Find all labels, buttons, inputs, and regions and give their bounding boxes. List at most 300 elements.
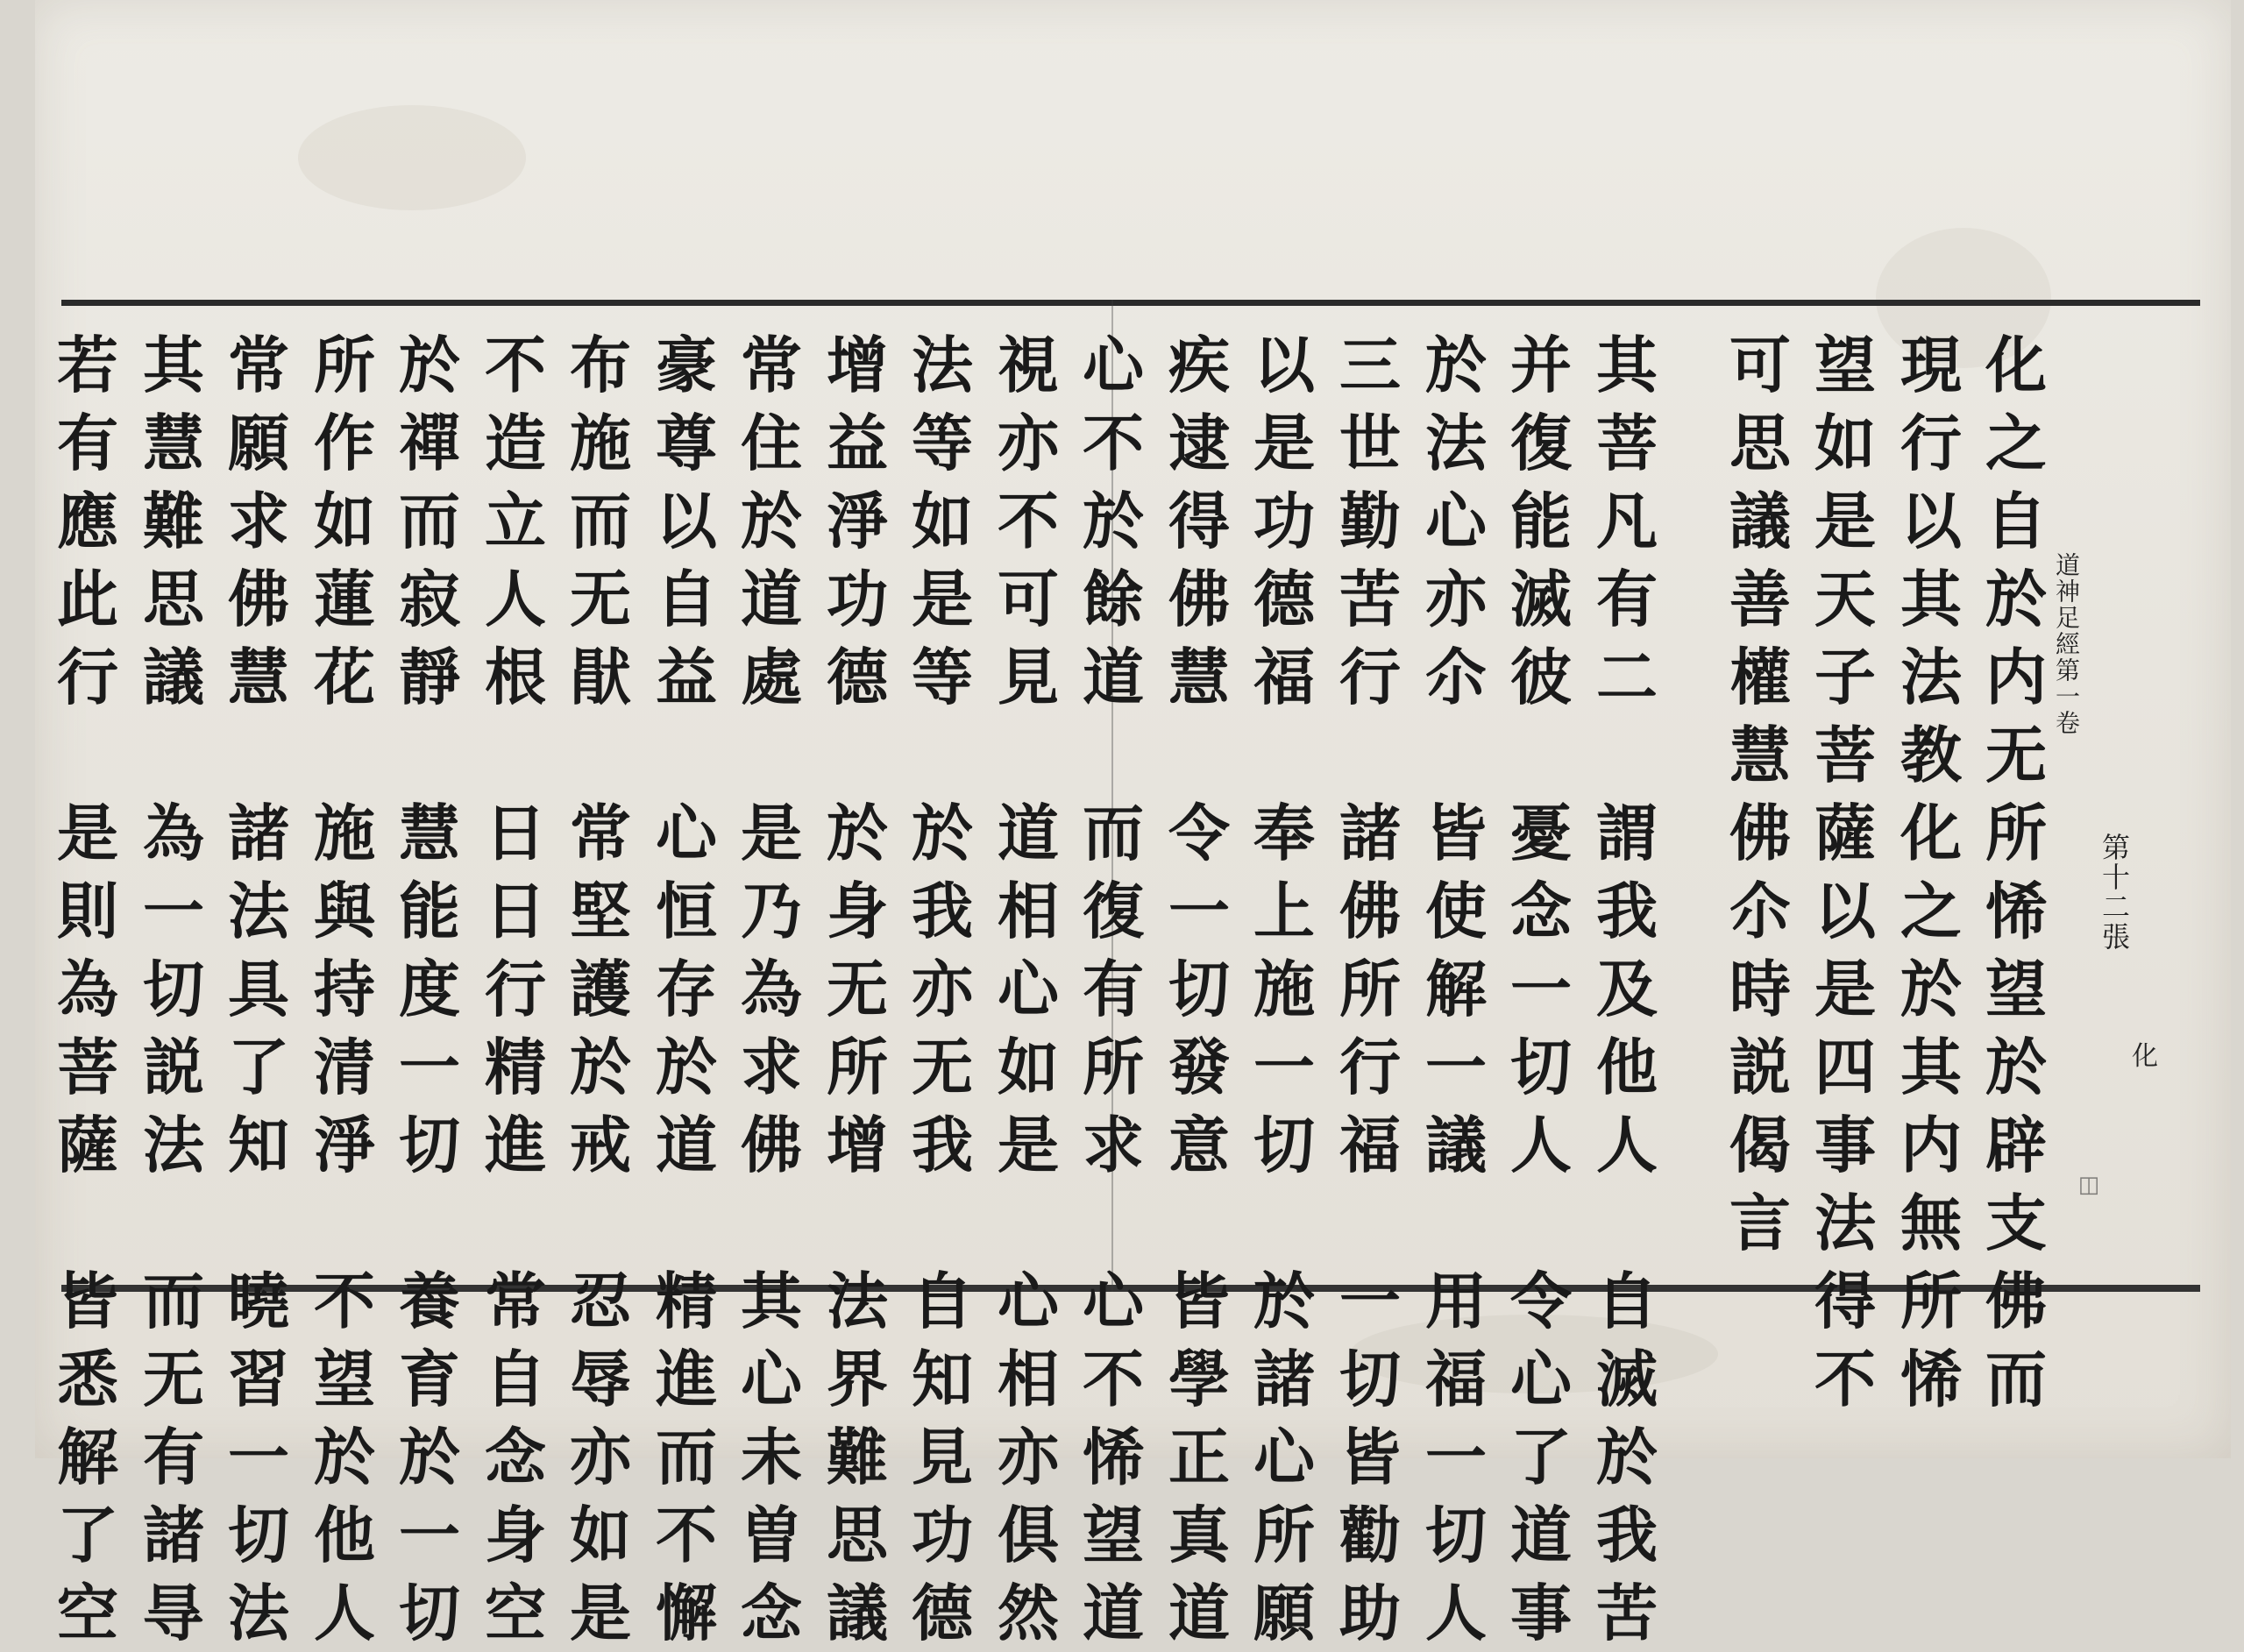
- glyph: 日: [485, 797, 546, 869]
- glyph: 切: [143, 953, 204, 1025]
- glyph: [676, 716, 697, 794]
- glyph: [1274, 716, 1295, 794]
- glyph: 憂: [1510, 797, 1572, 869]
- glyph: 益: [827, 407, 888, 479]
- glyph: 一: [1253, 1031, 1315, 1103]
- glyph: 未: [741, 1421, 802, 1493]
- glyph: 於: [1425, 329, 1487, 401]
- glyph: 於: [570, 1031, 631, 1103]
- text-column: [1328, 326, 1412, 1652]
- glyph: 德: [1253, 563, 1315, 635]
- glyph: 人: [1596, 1109, 1658, 1181]
- glyph: 滅: [1510, 563, 1572, 635]
- text-column: [1974, 326, 2058, 1418]
- glyph: 法: [827, 1265, 888, 1337]
- glyph: 若: [57, 329, 118, 401]
- text-column: [558, 326, 643, 1652]
- glyph: 造: [485, 407, 546, 479]
- glyph: 切: [228, 1499, 289, 1571]
- glyph: 所: [1985, 797, 2047, 869]
- glyph: 身: [827, 875, 888, 947]
- glyph: 能: [399, 875, 460, 947]
- glyph: 助: [1339, 1577, 1401, 1649]
- glyph: 是: [57, 797, 118, 869]
- glyph: 於: [656, 1031, 717, 1103]
- glyph: 一: [1168, 875, 1230, 947]
- glyph: 教: [1900, 719, 1962, 791]
- glyph: 禪: [399, 407, 460, 479]
- glyph: 議: [827, 1577, 888, 1649]
- glyph: 无: [1985, 719, 2047, 791]
- glyph: 有: [1083, 953, 1144, 1025]
- glyph: [761, 1184, 782, 1262]
- glyph: 知: [912, 1343, 973, 1415]
- glyph: 於: [741, 485, 802, 557]
- glyph: 皆: [57, 1265, 118, 1337]
- glyph: 一: [1425, 1421, 1487, 1493]
- glyph: 忍: [570, 1265, 631, 1337]
- glyph: 无: [827, 953, 888, 1025]
- glyph: 及: [1596, 953, 1658, 1025]
- glyph: 薩: [57, 1109, 118, 1181]
- glyph: [1616, 716, 1637, 794]
- glyph: 亦: [570, 1421, 631, 1493]
- glyph: 為: [57, 953, 118, 1025]
- glyph: 慧: [399, 797, 460, 869]
- glyph: 增: [827, 329, 888, 401]
- glyph: 得: [1814, 1265, 1876, 1337]
- glyph: 并: [1510, 329, 1572, 401]
- glyph: 精: [656, 1265, 717, 1337]
- glyph: [847, 716, 868, 794]
- glyph: 度: [399, 953, 460, 1025]
- glyph: 人: [314, 1577, 375, 1649]
- glyph: 根: [485, 641, 546, 713]
- glyph: 視: [998, 329, 1059, 401]
- glyph: 常: [485, 1265, 546, 1337]
- glyph: [1445, 1184, 1466, 1262]
- glyph: 念: [741, 1577, 802, 1649]
- text-column: [473, 326, 557, 1652]
- glyph: 勸: [1339, 1499, 1401, 1571]
- glyph: 等: [912, 407, 973, 479]
- glyph: [163, 1184, 184, 1262]
- text-column: [644, 326, 728, 1652]
- glyph: 慧: [143, 407, 204, 479]
- glyph: 皆: [1339, 1421, 1401, 1493]
- glyph: 為: [741, 953, 802, 1025]
- glyph: 正: [1168, 1421, 1230, 1493]
- glyph: 曽: [741, 1499, 802, 1571]
- glyph: 望: [1985, 953, 2047, 1025]
- glyph: [761, 716, 782, 794]
- glyph: [163, 716, 184, 794]
- seal-mark: ◫: [2077, 1172, 2100, 1198]
- glyph: 而: [1083, 797, 1144, 869]
- glyph: 增: [827, 1109, 888, 1181]
- glyph: 我: [1596, 1499, 1658, 1571]
- glyph: 自: [656, 563, 717, 635]
- glyph: [1103, 716, 1124, 794]
- glyph: 德: [827, 641, 888, 713]
- glyph: 凡: [1596, 485, 1658, 557]
- glyph: 解: [1425, 953, 1487, 1025]
- glyph: 於: [399, 329, 460, 401]
- glyph: 苦: [1339, 563, 1401, 635]
- glyph: 二: [1596, 641, 1658, 713]
- text-column: [131, 326, 216, 1652]
- glyph: 不: [1083, 407, 1144, 479]
- glyph: 見: [912, 1421, 973, 1493]
- glyph: 望: [314, 1343, 375, 1415]
- glyph: 説: [143, 1031, 204, 1103]
- glyph: 菩: [1814, 719, 1876, 791]
- glyph: 三: [1339, 329, 1401, 401]
- glyph: 戒: [570, 1109, 631, 1181]
- glyph: 了: [228, 1031, 289, 1103]
- glyph: [419, 716, 440, 794]
- glyph: 心: [998, 953, 1059, 1025]
- glyph: 乃: [741, 875, 802, 947]
- glyph: 自: [912, 1265, 973, 1337]
- glyph: 他: [314, 1499, 375, 1571]
- glyph: 行: [1900, 407, 1962, 479]
- glyph: 於: [1985, 1031, 2047, 1103]
- glyph: 是: [741, 797, 802, 869]
- glyph: 處: [741, 641, 802, 713]
- glyph: 心: [1083, 1265, 1144, 1337]
- glyph: 則: [57, 875, 118, 947]
- glyph: 豪: [656, 329, 717, 401]
- glyph: 所: [1083, 1031, 1144, 1103]
- glyph: 應: [57, 485, 118, 557]
- glyph: 之: [1900, 875, 1962, 947]
- glyph: 了: [1510, 1421, 1572, 1493]
- glyph: [505, 716, 526, 794]
- glyph: 使: [1425, 875, 1487, 947]
- glyph: 而: [399, 485, 460, 557]
- glyph: 無: [1900, 1187, 1962, 1259]
- glyph: 奉: [1253, 797, 1315, 869]
- glyph: 福: [1425, 1343, 1487, 1415]
- glyph: 切: [1425, 1499, 1487, 1571]
- text-column: [1803, 326, 1887, 1418]
- text-column: [46, 326, 130, 1652]
- text-column: [900, 326, 984, 1652]
- glyph: 於: [1083, 485, 1144, 557]
- glyph: 住: [741, 407, 802, 479]
- glyph: 説: [1729, 1031, 1791, 1103]
- glyph: 以: [1814, 875, 1876, 947]
- glyph: 能: [1510, 485, 1572, 557]
- glyph: 精: [485, 1031, 546, 1103]
- glyph: 化: [1900, 797, 1962, 869]
- glyph: 亦: [998, 407, 1059, 479]
- glyph: [1189, 716, 1210, 794]
- glyph: 相: [998, 875, 1059, 947]
- glyph: 心: [1083, 329, 1144, 401]
- glyph: 所: [314, 329, 375, 401]
- glyph: 議: [143, 641, 204, 713]
- glyph: 蓮: [314, 563, 375, 635]
- glyph: 如: [314, 485, 375, 557]
- glyph: 真: [1168, 1499, 1230, 1571]
- glyph: 復: [1510, 407, 1572, 479]
- glyph: 求: [741, 1031, 802, 1103]
- glyph: 思: [1729, 407, 1791, 479]
- text-column: [1157, 326, 1241, 1652]
- glyph: 内: [1900, 1109, 1962, 1181]
- glyph: 一: [399, 1499, 460, 1571]
- glyph: [932, 716, 953, 794]
- glyph: 切: [1510, 1031, 1572, 1103]
- glyph: 空: [57, 1577, 118, 1649]
- glyph: 以: [1900, 485, 1962, 557]
- glyph: [1530, 716, 1552, 794]
- glyph: 施: [570, 407, 631, 479]
- glyph: 佛: [1985, 1265, 2047, 1337]
- glyph: 不: [998, 485, 1059, 557]
- glyph: 心: [1253, 1421, 1315, 1493]
- glyph: 法: [1814, 1187, 1876, 1259]
- glyph: 學: [1168, 1343, 1230, 1415]
- glyph: 布: [570, 329, 631, 401]
- glyph: 亦: [998, 1421, 1059, 1493]
- glyph: 堅: [570, 875, 631, 947]
- glyph: 為: [143, 797, 204, 869]
- glyph: 悉: [57, 1343, 118, 1415]
- glyph: 行: [485, 953, 546, 1025]
- glyph: 不: [314, 1265, 375, 1337]
- glyph: 而: [570, 485, 631, 557]
- glyph: 具: [228, 953, 289, 1025]
- glyph: 常: [741, 329, 802, 401]
- glyph: 意: [1168, 1109, 1230, 1181]
- glyph: 心: [741, 1343, 802, 1415]
- glyph: 日: [485, 875, 546, 947]
- glyph: 花: [314, 641, 375, 713]
- glyph: 尊: [656, 407, 717, 479]
- glyph: 願: [228, 407, 289, 479]
- glyph: 佛: [1729, 797, 1791, 869]
- glyph: 淨: [314, 1109, 375, 1181]
- glyph: 之: [1985, 407, 2047, 479]
- glyph: 菩: [1596, 407, 1658, 479]
- glyph: 自: [485, 1343, 546, 1415]
- glyph: [1445, 716, 1466, 794]
- glyph: 淨: [827, 485, 888, 557]
- glyph: 法: [228, 1577, 289, 1649]
- glyph: 辟: [1985, 1109, 2047, 1181]
- glyph: 疾: [1168, 329, 1230, 401]
- glyph: 事: [1510, 1577, 1572, 1649]
- glyph: 求: [1083, 1109, 1144, 1181]
- glyph: 悕: [1900, 1343, 1962, 1415]
- glyph: 佛: [1339, 875, 1401, 947]
- glyph: 此: [57, 563, 118, 635]
- glyph: 思: [827, 1499, 888, 1571]
- glyph: 益: [656, 641, 717, 713]
- glyph: 道: [998, 797, 1059, 869]
- glyph: [1360, 1184, 1381, 1262]
- glyph: 人: [1425, 1577, 1487, 1649]
- glyph: 子: [1814, 641, 1876, 713]
- glyph: 法: [1425, 407, 1487, 479]
- glyph: 如: [912, 485, 973, 557]
- glyph: 悕: [1083, 1421, 1144, 1493]
- glyph: 心: [1425, 485, 1487, 557]
- margin-section-mark: 化: [2132, 1041, 2158, 1072]
- glyph: 然: [998, 1577, 1059, 1649]
- glyph: 慧: [1168, 641, 1230, 713]
- glyph: 知: [228, 1109, 289, 1181]
- glyph: 懈: [656, 1577, 717, 1649]
- glyph: 而: [1985, 1343, 2047, 1415]
- glyph: 世: [1339, 407, 1401, 479]
- glyph: 人: [485, 563, 546, 635]
- glyph: 切: [1339, 1343, 1401, 1415]
- glyph: 内: [1985, 641, 2047, 713]
- glyph: 望: [1083, 1499, 1144, 1571]
- glyph: 諸: [143, 1499, 204, 1571]
- text-column: [1071, 326, 1155, 1652]
- glyph: [77, 1184, 98, 1262]
- glyph: 難: [827, 1421, 888, 1493]
- glyph: 見: [998, 641, 1059, 713]
- glyph: 我: [912, 1109, 973, 1181]
- glyph: 清: [314, 1031, 375, 1103]
- glyph: 上: [1253, 875, 1315, 947]
- glyph: 道: [1083, 641, 1144, 713]
- glyph: 道: [1083, 1577, 1144, 1649]
- glyph: [676, 1184, 697, 1262]
- glyph: 辱: [570, 1343, 631, 1415]
- glyph: 所: [1900, 1265, 1962, 1337]
- glyph: 界: [827, 1343, 888, 1415]
- glyph: 用: [1425, 1265, 1487, 1337]
- glyph: 善: [1729, 563, 1791, 635]
- glyph: 是: [570, 1577, 631, 1649]
- glyph: 无: [570, 563, 631, 635]
- glyph: 功: [827, 563, 888, 635]
- glyph: 无: [912, 1031, 973, 1103]
- glyph: 佛: [741, 1109, 802, 1181]
- glyph: 道: [741, 563, 802, 635]
- glyph: 解: [57, 1421, 118, 1493]
- glyph: 難: [143, 485, 204, 557]
- glyph: 其: [1596, 329, 1658, 401]
- glyph: 四: [1814, 1031, 1876, 1103]
- glyph: 亦: [912, 953, 973, 1025]
- glyph: 時: [1729, 953, 1791, 1025]
- glyph: [1530, 1184, 1552, 1262]
- text-column: [1414, 326, 1498, 1652]
- text-column: [815, 326, 899, 1652]
- glyph: [505, 1184, 526, 1262]
- text-column: [1889, 326, 1973, 1418]
- glyph: 以: [656, 485, 717, 557]
- margin-title: 道神足經第一卷: [2052, 552, 2081, 736]
- glyph: 不: [1083, 1343, 1144, 1415]
- glyph: 心: [998, 1265, 1059, 1337]
- glyph: 護: [570, 953, 631, 1025]
- glyph: 佛: [228, 563, 289, 635]
- glyph: [1616, 1184, 1637, 1262]
- glyph: 有: [143, 1421, 204, 1493]
- glyph: 如: [570, 1499, 631, 1571]
- glyph: 薩: [1814, 797, 1876, 869]
- text-column: [387, 326, 472, 1652]
- glyph: [1018, 716, 1039, 794]
- glyph: 如: [1814, 407, 1876, 479]
- glyph: 德: [912, 1577, 973, 1649]
- glyph: [590, 716, 611, 794]
- text-column: [302, 326, 387, 1652]
- glyph: 滅: [1596, 1343, 1658, 1415]
- margin-sheet-number: 第十二張: [2098, 833, 2131, 952]
- glyph: [932, 1184, 953, 1262]
- glyph: 於: [827, 797, 888, 869]
- glyph: 切: [1253, 1109, 1315, 1181]
- glyph: 言: [1729, 1187, 1791, 1259]
- glyph: 於: [1596, 1421, 1658, 1493]
- glyph: 於: [1900, 953, 1962, 1025]
- paper-stain: [298, 105, 526, 210]
- glyph: 一: [1510, 953, 1572, 1025]
- glyph: 是: [912, 563, 973, 635]
- glyph: 發: [1168, 1031, 1230, 1103]
- glyph: 自: [1596, 1265, 1658, 1337]
- glyph: 其: [1900, 563, 1962, 635]
- glyph: 靜: [399, 641, 460, 713]
- glyph: 一: [1339, 1265, 1401, 1337]
- glyph: 存: [656, 953, 717, 1025]
- text-column: [1585, 326, 1669, 1652]
- glyph: 念: [1510, 875, 1572, 947]
- glyph: 有: [57, 407, 118, 479]
- glyph: 於: [399, 1421, 460, 1493]
- glyph: 皆: [1168, 1265, 1230, 1337]
- glyph: 可: [998, 563, 1059, 635]
- glyph: 以: [1253, 329, 1315, 401]
- glyph: 權: [1729, 641, 1791, 713]
- glyph: 人: [1510, 1109, 1572, 1181]
- glyph: 於: [1985, 563, 2047, 635]
- glyph: 尒: [1425, 641, 1487, 713]
- glyph: 與: [314, 875, 375, 947]
- glyph: 菩: [57, 1031, 118, 1103]
- glyph: 行: [1339, 1031, 1401, 1103]
- glyph: 進: [656, 1343, 717, 1415]
- glyph: 空: [485, 1577, 546, 1649]
- glyph: 立: [485, 485, 546, 557]
- glyph: 不: [656, 1499, 717, 1571]
- glyph: [248, 716, 269, 794]
- glyph: 切: [399, 1109, 460, 1181]
- glyph: 而: [656, 1421, 717, 1493]
- glyph: 切: [1168, 953, 1230, 1025]
- glyph: 於: [1253, 1265, 1315, 1337]
- glyph: 願: [1253, 1577, 1315, 1649]
- glyph: 不: [1814, 1343, 1876, 1415]
- glyph: [1274, 1184, 1295, 1262]
- glyph: 福: [1253, 641, 1315, 713]
- glyph: 心: [1510, 1343, 1572, 1415]
- glyph: 是: [998, 1109, 1059, 1181]
- glyph: 行: [57, 641, 118, 713]
- glyph: 亦: [1425, 563, 1487, 635]
- glyph: 等: [912, 641, 973, 713]
